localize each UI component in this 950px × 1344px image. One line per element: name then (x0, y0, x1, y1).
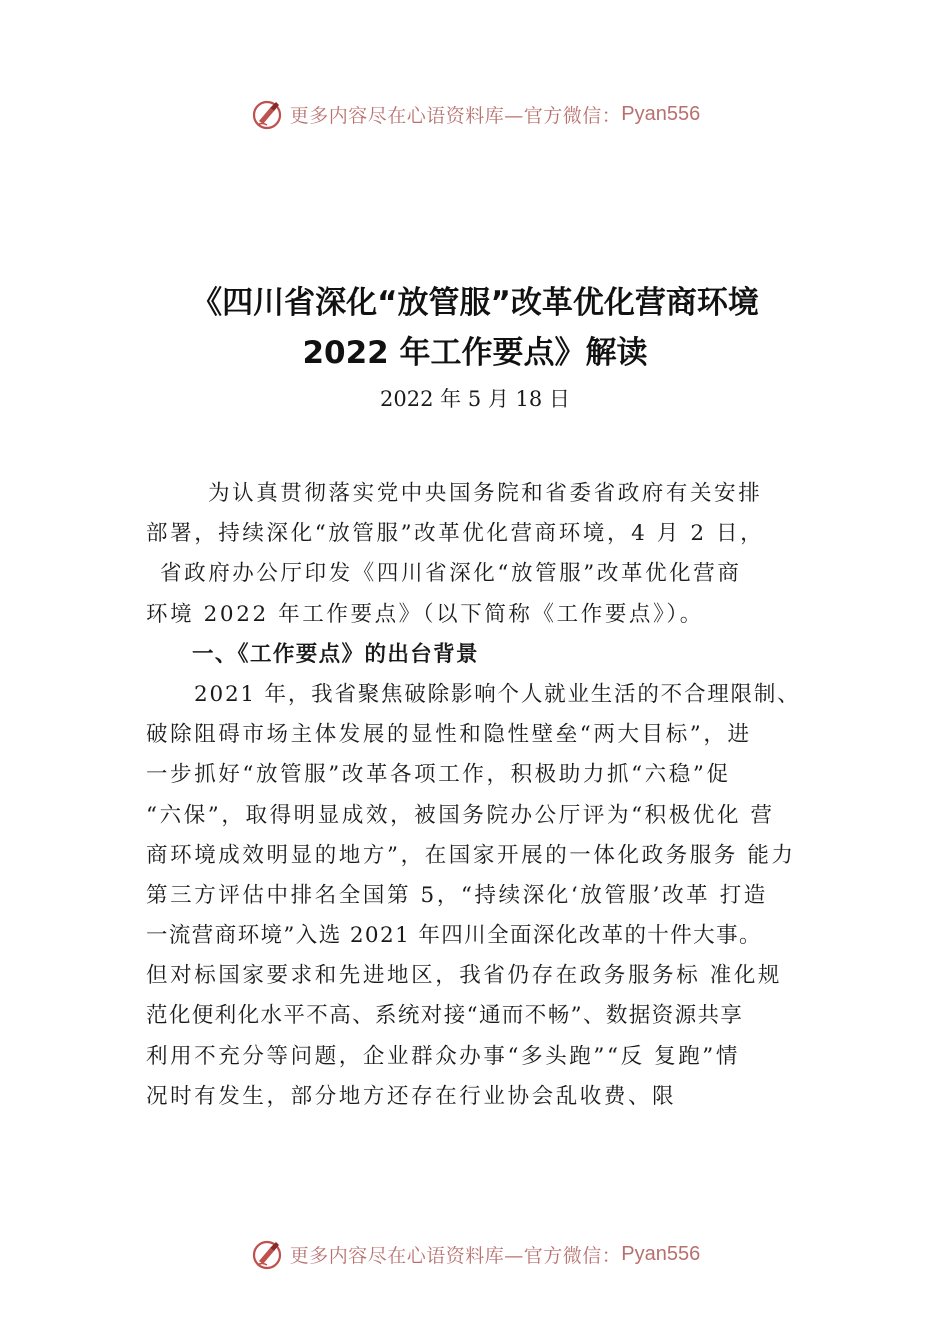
section-line: 破除阻碍市场主体发展的显性和隐性壁垒“两大目标”，进 (146, 722, 752, 748)
pen-seal-icon (250, 1237, 284, 1271)
section-line: 但对标国家要求和先进地区，我省仍存在政务服务标 准化规 (146, 963, 783, 989)
intro-line: 部署，持续深化“放管服”改革优化营商环境，4 月 2 日， (146, 521, 765, 547)
section-line: 利用不充分等问题，企业群众办事“多头跑”“反 复跑”情 (146, 1043, 741, 1069)
section-line: 商环境成效明显的地方”，在国家开展的一体化政务服务 能力 (146, 842, 796, 868)
section-line: 一步抓好“放管服”改革各项工作，积极助力抓“六稳”促 (146, 762, 731, 788)
header-watermark (0, 94, 950, 134)
watermark-text: 更多内容尽在心语资料库—官方微信： (289, 104, 622, 127)
section-line: 第三方评估中排名全国第 5，“持续深化‘放管服’改革 打造 (146, 882, 768, 908)
document-title (100, 278, 850, 378)
intro-line: 为认真贯彻落实党中央国务院和省委省政府有关安排 (208, 481, 763, 506)
section-line: “六保”，取得明显成效，被国务院办公厅评为“积极优化 营 (146, 802, 775, 828)
watermark-text: 更多内容尽在心语资料库—官方微信： (289, 1244, 622, 1267)
footer-watermark (0, 1234, 950, 1274)
watermark-account: Pyan556 (621, 1242, 701, 1265)
document-body (146, 474, 846, 1117)
pen-seal-icon (250, 97, 284, 131)
title-line-2: 2022 年工作要点》解读 (302, 335, 648, 371)
title-line-1: 《四川省深化“放管服”改革优化营商环境 (191, 285, 759, 321)
section-line: 一流营商环境”入选 2021 年四川全面深化改革的十件大事。 (146, 923, 762, 949)
section-line: 2021 年，我省聚焦破除影响个人就业生活的不合理限制、 (194, 681, 801, 707)
intro-line: 环境 2022 年工作要点》（以下简称《工作要点》）。 (146, 601, 704, 627)
section-heading: 一、《工作要点》的出台背景 (192, 641, 479, 667)
section-line: 况时有发生，部分地方还存在行业协会乱收费、限 (146, 1083, 677, 1109)
document-date: 2022 年 5 月 18 日 (380, 387, 570, 411)
intro-line: 省政府办公厅印发《四川省深化“放管服”改革优化营商 (160, 561, 742, 587)
watermark-account: Pyan556 (621, 102, 701, 125)
section-line: 范化便利化水平不高、系统对接“通而不畅”、数据资源共享 (146, 1003, 744, 1029)
